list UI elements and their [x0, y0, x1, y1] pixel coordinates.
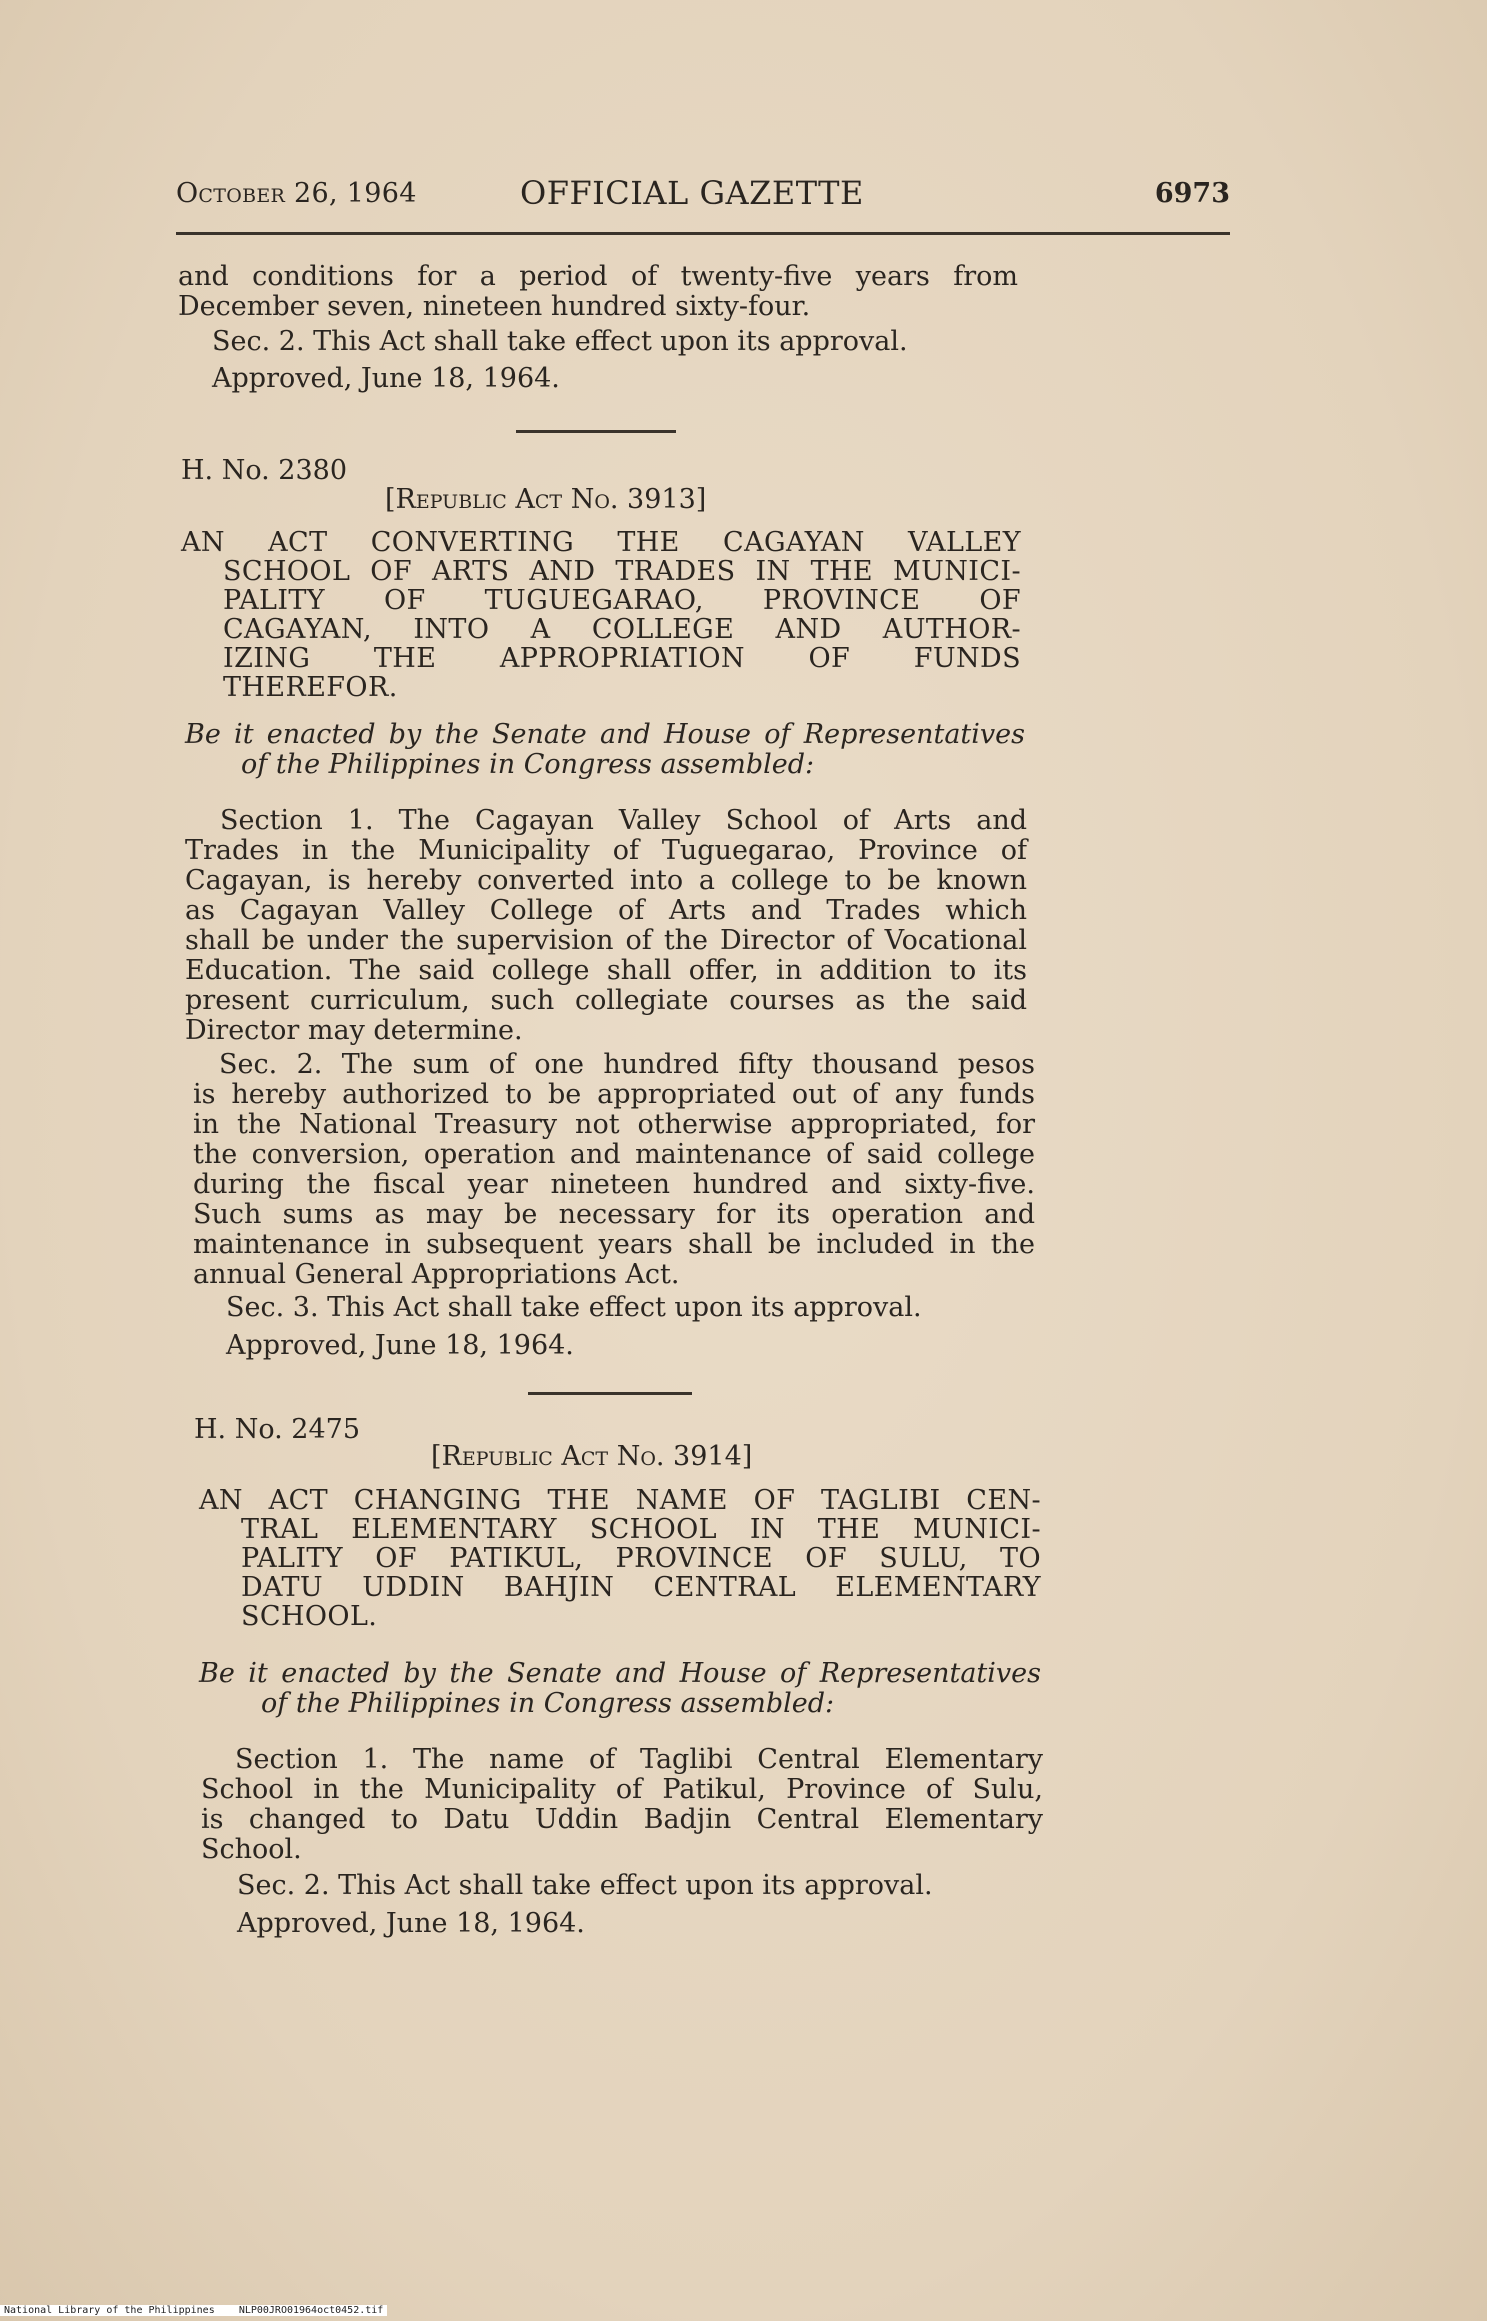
- act1-title-line: PALITY OF TUGUEGARAO, PROVINCE OF: [223, 585, 1021, 616]
- act1-s1-line: Section 1. The Cagayan Valley School of Arts and: [220, 805, 1027, 836]
- act1-s2-line: in the National Treasury not otherwise appropriated, for: [193, 1109, 1035, 1140]
- act2-republic-act: [Republic Act No. 3914]: [431, 1441, 753, 1472]
- act2-enacting-clause: [199, 1659, 1041, 1719]
- continuation-line-1: and conditions for a period of twenty-five years from: [178, 261, 1018, 292]
- act2-sec2: Sec. 2. This Act shall take effect upon its approval.: [237, 1870, 933, 1901]
- page-header: [176, 174, 1230, 218]
- scan-footer-label: [0, 2305, 387, 2316]
- act2-title-line: SCHOOL.: [241, 1601, 378, 1632]
- act1-s2-line: annual General Appropriations Act.: [193, 1259, 680, 1290]
- act1-title-line: SCHOOL OF ARTS AND TRADES IN THE MUNICI-: [223, 556, 1021, 587]
- header-rule: [176, 232, 1230, 235]
- section-divider-2: [528, 1392, 692, 1395]
- act2-approved: Approved, June 18, 1964.: [237, 1908, 585, 1939]
- continuation-sec2: Sec. 2. This Act shall take effect upon its approval.: [212, 326, 908, 357]
- footer-file: NLP00JRO01964oct0452.tif: [238, 2305, 384, 2316]
- act1-s1-line: present curriculum, such collegiate courses as the said: [185, 985, 1027, 1016]
- act2-title-line: TRAL ELEMENTARY SCHOOL IN THE MUNICI-: [241, 1514, 1041, 1545]
- act1-title-line: THEREFOR.: [223, 672, 398, 703]
- act2-s1-line: School.: [201, 1834, 302, 1865]
- act1-republic-act: [Republic Act No. 3913]: [385, 484, 707, 515]
- section-divider-1: [516, 430, 676, 433]
- act1-s1-line: as Cagayan Valley College of Arts and Trades which: [185, 895, 1027, 926]
- act2-s1-line: School in the Municipality of Patikul, Province of Sulu,: [201, 1774, 1043, 1805]
- act1-s1-line: Education. The said college shall offer, in addition to its: [185, 955, 1027, 986]
- act1-s1-line: Cagayan, is hereby converted into a college to be known: [185, 865, 1027, 896]
- act1-s1-line: Trades in the Municipality of Tuguegarao, Province of: [185, 835, 1027, 866]
- header-date: October 26, 1964: [176, 178, 417, 209]
- act1-title-line: IZING THE APPROPRIATION OF FUNDS: [223, 643, 1021, 674]
- act1-section-2: [193, 1050, 1035, 1290]
- act1-s2-line: Sec. 2. The sum of one hundred fifty thousand pesos: [219, 1049, 1035, 1080]
- act1-enacting-line: Be it enacted by the Senate and House of Representatives: [185, 719, 1025, 750]
- act1-title: [181, 528, 1021, 702]
- act1-s2-line: Such sums as may be necessary for its operation and: [193, 1199, 1035, 1230]
- act1-s1-line: shall be under the supervision of the Director of Vocational: [185, 925, 1027, 956]
- act1-s2-line: maintenance in subsequent years shall be included in the: [193, 1229, 1035, 1260]
- act2-s1-line: is changed to Datu Uddin Badjin Central Elementary: [201, 1804, 1043, 1835]
- act2-title-line: DATU UDDIN BAHJIN CENTRAL ELEMENTARY: [241, 1572, 1041, 1603]
- continuation-approved: Approved, June 18, 1964.: [212, 363, 560, 394]
- act2-s1-line: Section 1. The name of Taglibi Central Elementary: [235, 1744, 1043, 1775]
- act1-house-no: H. No. 2380: [181, 455, 347, 486]
- header-title: OFFICIAL GAZETTE: [520, 174, 864, 212]
- continuation-line-2: December seven, nineteen hundred sixty-four.: [178, 291, 811, 322]
- act2-title-line: PALITY OF PATIKUL, PROVINCE OF SULU, TO: [241, 1543, 1041, 1574]
- footer-library: National Library of the Philippines: [4, 2305, 215, 2316]
- act2-house-no: H. No. 2475: [194, 1414, 360, 1445]
- header-page-number: 6973: [1154, 178, 1230, 209]
- act2-enacting-line: Be it enacted by the Senate and House of Representatives: [199, 1658, 1041, 1689]
- act1-enacting-clause: [185, 720, 1025, 780]
- act1-s1-line: Director may determine.: [185, 1015, 523, 1046]
- act2-title: [199, 1486, 1041, 1631]
- act1-approved: Approved, June 18, 1964.: [226, 1330, 574, 1361]
- act1-s2-line: the conversion, operation and maintenance of said college: [193, 1139, 1035, 1170]
- act1-title-line: AN ACT CONVERTING THE CAGAYAN VALLEY: [181, 527, 1021, 558]
- act2-enacting-line: of the Philippines in Congress assembled:: [261, 1688, 835, 1719]
- continuation-text: [178, 262, 1018, 322]
- act1-sec3: Sec. 3. This Act shall take effect upon its approval.: [226, 1292, 922, 1323]
- act1-section-1: [185, 806, 1027, 1046]
- act1-enacting-line: of the Philippines in Congress assembled:: [241, 749, 815, 780]
- act1-s2-line: during the fiscal year nineteen hundred and sixty-five.: [193, 1169, 1035, 1200]
- act1-s2-line: is hereby authorized to be appropriated out of any funds: [193, 1079, 1035, 1110]
- act2-section-1: [201, 1745, 1043, 1865]
- act2-title-line: AN ACT CHANGING THE NAME OF TAGLIBI CEN-: [199, 1485, 1041, 1516]
- act1-title-line: CAGAYAN, INTO A COLLEGE AND AUTHOR-: [223, 614, 1021, 645]
